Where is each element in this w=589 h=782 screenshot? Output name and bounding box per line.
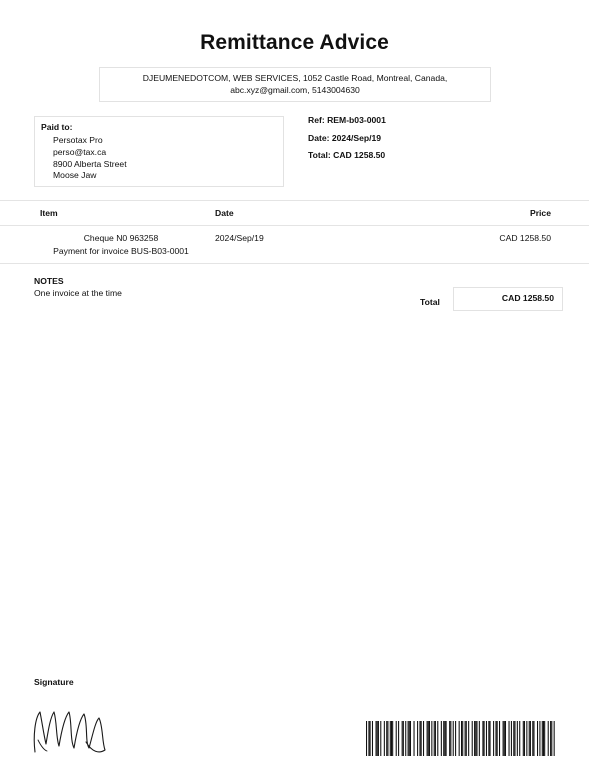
barcode-bar bbox=[405, 721, 406, 756]
barcode-bar bbox=[441, 721, 442, 756]
barcode-image bbox=[366, 721, 556, 756]
row-item-title: Cheque N0 963258 bbox=[83, 233, 159, 243]
barcode-bar bbox=[472, 721, 473, 756]
barcode-bar bbox=[532, 721, 533, 756]
reference-number: Ref: REM-b03-0001 bbox=[308, 115, 386, 125]
reference-total: Total: CAD 1258.50 bbox=[308, 150, 386, 160]
barcode-bar bbox=[537, 721, 538, 756]
barcode-bar bbox=[543, 721, 544, 756]
notes-text: One invoice at the time bbox=[34, 288, 122, 298]
barcode-bar bbox=[417, 721, 418, 756]
row-item-description: Payment for invoice BUS-B03-0001 bbox=[53, 245, 189, 256]
barcode-bar bbox=[386, 721, 387, 756]
barcode-bar bbox=[391, 721, 392, 756]
paid-to-address bbox=[53, 135, 127, 182]
barcode-bar bbox=[523, 721, 524, 756]
barcode-bar bbox=[509, 721, 510, 756]
barcode-bar bbox=[551, 721, 552, 756]
barcode-bar bbox=[431, 721, 432, 756]
barcode-bar bbox=[437, 721, 438, 756]
barcode-bar bbox=[446, 721, 447, 756]
table-bottom-divider bbox=[0, 263, 589, 264]
barcode-bar bbox=[461, 721, 462, 756]
barcode-bar bbox=[392, 721, 393, 756]
barcode-bar bbox=[384, 721, 385, 756]
barcode-bar bbox=[366, 721, 367, 756]
barcode-bar bbox=[462, 721, 463, 756]
payee-email: perso@tax.ca bbox=[53, 146, 107, 157]
barcode-bar bbox=[414, 721, 415, 756]
barcode-bar bbox=[370, 721, 371, 756]
barcode-bar bbox=[429, 721, 430, 756]
barcode-bar bbox=[524, 721, 525, 756]
barcode-bar bbox=[503, 721, 504, 756]
barcode-bar bbox=[398, 721, 399, 756]
barcode-bar bbox=[497, 721, 498, 756]
barcode-bar bbox=[514, 721, 515, 756]
column-header-date: Date bbox=[215, 208, 234, 218]
barcode-bar bbox=[449, 721, 450, 756]
barcode-bar bbox=[427, 721, 428, 756]
barcode-bar bbox=[548, 721, 549, 756]
sender-line-1: DJEUMENEDOTCOM, WEB SERVICES, 1052 Castle Road, Montreal, Canada, bbox=[142, 73, 448, 83]
barcode-bar bbox=[484, 721, 485, 756]
barcode-bar bbox=[408, 721, 409, 756]
barcode-bar bbox=[542, 721, 543, 756]
barcode-bar bbox=[511, 721, 512, 756]
barcode-bar bbox=[387, 721, 388, 756]
barcode-bar bbox=[474, 721, 475, 756]
barcode-bar bbox=[376, 721, 377, 756]
row-price: CAD 1258.50 bbox=[499, 233, 551, 243]
barcode-bar bbox=[526, 721, 527, 756]
barcode-bar bbox=[434, 721, 435, 756]
barcode-bar bbox=[372, 721, 373, 756]
payee-name: Persotax Pro bbox=[53, 135, 103, 145]
barcode-bar bbox=[475, 721, 476, 756]
payee-city: Moose Jaw bbox=[53, 170, 97, 181]
handwritten-signature bbox=[32, 706, 112, 756]
barcode-bar bbox=[409, 721, 410, 756]
barcode-bar bbox=[443, 721, 444, 756]
barcode-bar bbox=[421, 721, 422, 756]
barcode-bar bbox=[517, 721, 518, 756]
barcode-bar bbox=[495, 721, 496, 756]
barcode-bar bbox=[419, 721, 420, 756]
barcode-bar bbox=[459, 721, 460, 756]
barcode-bar bbox=[493, 721, 494, 756]
barcode-bar bbox=[435, 721, 436, 756]
row-date: 2024/Sep/19 bbox=[215, 233, 264, 243]
table-header-divider bbox=[0, 225, 589, 226]
column-header-item: Item bbox=[40, 208, 58, 218]
barcode-bar bbox=[533, 721, 534, 756]
barcode-bar bbox=[468, 721, 469, 756]
reference-block bbox=[308, 115, 386, 168]
barcode-bar bbox=[444, 721, 445, 756]
row-item-cell bbox=[36, 232, 206, 257]
barcode-bar bbox=[455, 721, 456, 756]
barcode-bar bbox=[504, 721, 505, 756]
sender-line-2: abc.xyz@gmail.com, 5143004630 bbox=[230, 84, 360, 95]
paid-to-box bbox=[34, 116, 284, 187]
barcode-bar bbox=[554, 721, 555, 756]
barcode-bar bbox=[486, 721, 487, 756]
barcode-bar bbox=[465, 721, 466, 756]
barcode-bar bbox=[479, 721, 480, 756]
barcode-bar bbox=[476, 721, 477, 756]
paid-to-label: Paid to: bbox=[41, 122, 73, 132]
barcode-bar bbox=[529, 721, 530, 756]
barcode-bar bbox=[390, 721, 391, 756]
payee-street: 8900 Alberta Street bbox=[53, 158, 127, 169]
barcode-bar bbox=[403, 721, 404, 756]
barcode-bar bbox=[513, 721, 514, 756]
barcode-bar bbox=[539, 721, 540, 756]
barcode-bar bbox=[490, 721, 491, 756]
column-header-price: Price bbox=[529, 208, 551, 218]
barcode-bar bbox=[519, 721, 520, 756]
document-title: Remittance Advice bbox=[200, 31, 389, 54]
barcode-bar bbox=[423, 721, 424, 756]
barcode-bar bbox=[499, 721, 500, 756]
barcode-bar bbox=[410, 721, 411, 756]
barcode-bar bbox=[488, 721, 489, 756]
reference-date: Date: 2024/Sep/19 bbox=[308, 132, 382, 143]
barcode-bar bbox=[402, 721, 403, 756]
barcode-bar bbox=[380, 721, 381, 756]
barcode-bar bbox=[378, 721, 379, 756]
barcode-bar bbox=[453, 721, 454, 756]
table-top-divider bbox=[0, 200, 589, 201]
total-value: CAD 1258.50 bbox=[453, 287, 563, 311]
barcode-bar bbox=[377, 721, 378, 756]
signature-label: Signature bbox=[34, 677, 74, 687]
barcode-bar bbox=[466, 721, 467, 756]
barcode-bar bbox=[368, 721, 369, 756]
barcode-bar bbox=[428, 721, 429, 756]
barcode-bar bbox=[505, 721, 506, 756]
barcode-bar bbox=[530, 721, 531, 756]
barcode-bar bbox=[450, 721, 451, 756]
total-label: Total bbox=[420, 297, 440, 307]
barcode-bar bbox=[544, 721, 545, 756]
barcode-bar bbox=[482, 721, 483, 756]
barcode-bar bbox=[550, 721, 551, 756]
notes-heading: NOTES bbox=[34, 276, 64, 286]
barcode-bar bbox=[396, 721, 397, 756]
sender-info-box bbox=[99, 67, 491, 102]
